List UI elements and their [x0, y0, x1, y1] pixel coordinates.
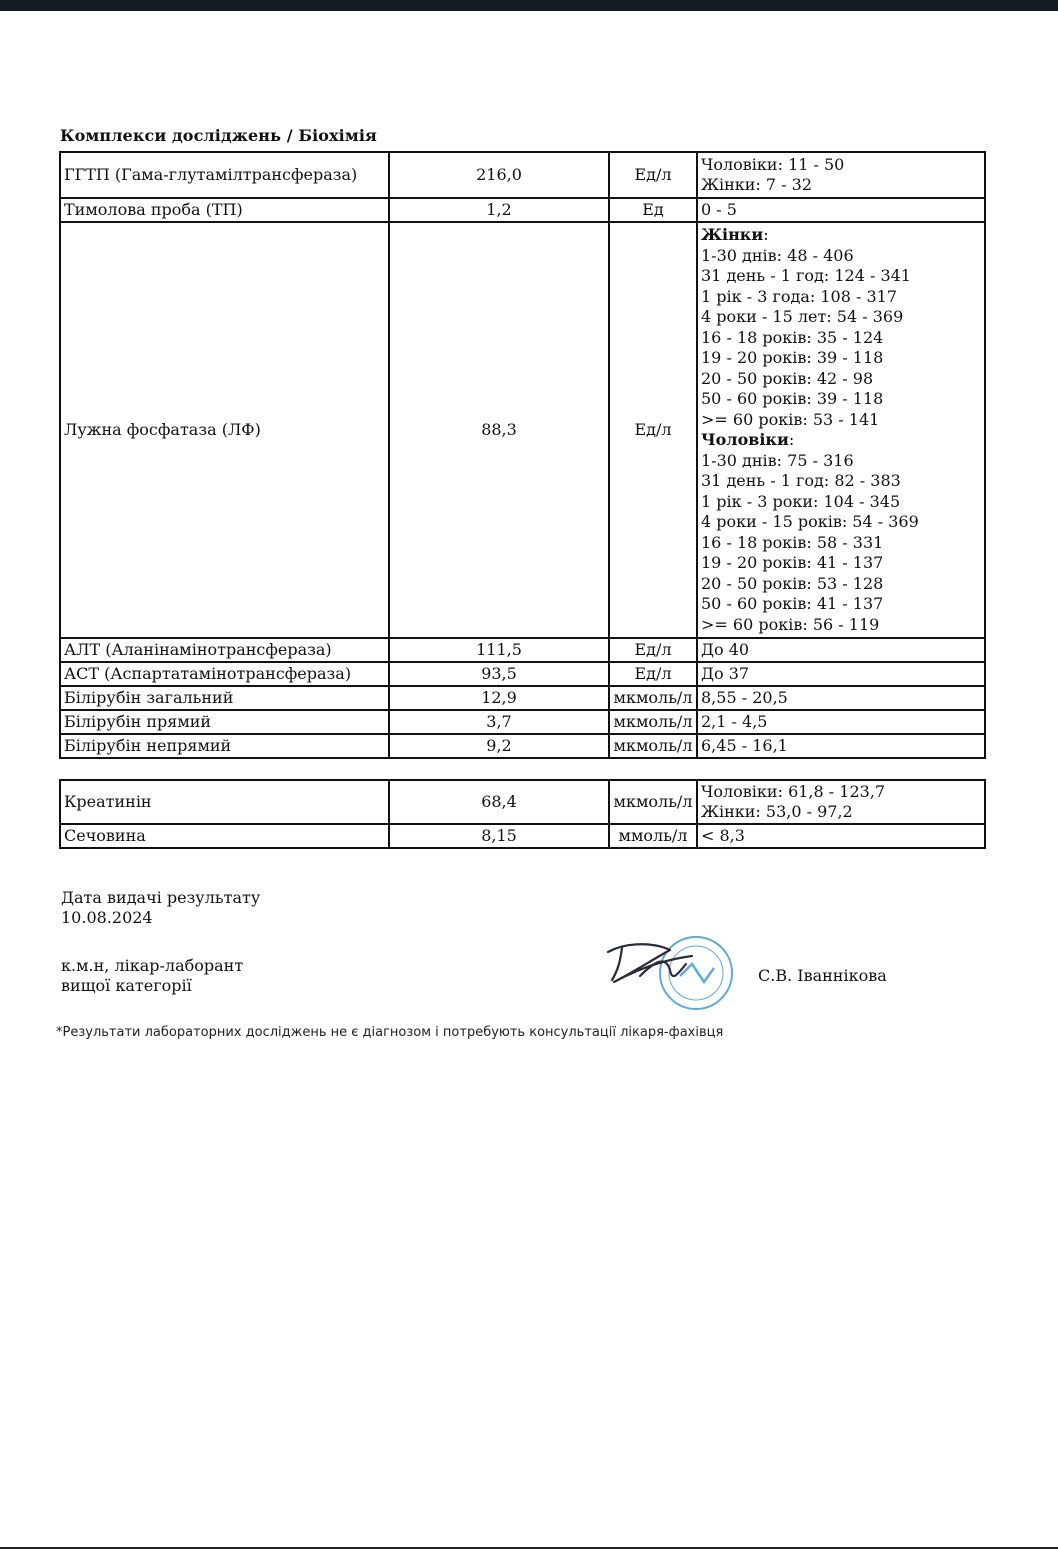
test-unit: мкмоль/л	[609, 686, 697, 710]
reference-line: 0 - 5	[701, 199, 737, 219]
results-table-second	[59, 779, 986, 849]
test-value: 111,5	[389, 638, 609, 662]
reference-line: 19 - 20 років: 41 - 137	[701, 553, 884, 572]
reference-range	[697, 198, 985, 222]
results-table-main	[59, 151, 986, 759]
test-unit: мкмоль/л	[609, 780, 697, 824]
issue-date: 10.08.2024	[61, 908, 153, 927]
reference-range	[697, 662, 985, 686]
reference-range	[697, 638, 985, 662]
reference-line: Чоловіки: 11 - 50	[701, 154, 845, 174]
reference-line: >= 60 років: 53 - 141	[701, 409, 880, 429]
reference-group-women: Жінки:	[701, 225, 769, 244]
table-row	[60, 734, 985, 758]
bottom-edge	[0, 1547, 1058, 1549]
reference-line: 1-30 днів: 75 - 316	[701, 450, 854, 470]
reference-line: 20 - 50 років: 42 - 98	[701, 368, 874, 388]
reference-range	[697, 222, 985, 638]
position-line: вищої категорії	[61, 976, 192, 995]
reference-header-men: Чоловіки	[701, 430, 789, 449]
test-value: 3,7	[389, 710, 609, 734]
issue-date-label: Дата видачі результату	[61, 888, 261, 907]
reference-line: 16 - 18 років: 35 - 124	[701, 327, 884, 347]
reference-line: 8,55 - 20,5	[701, 687, 788, 707]
table-row	[60, 152, 985, 198]
reference-line: Жінки: 7 - 32	[701, 175, 813, 194]
reference-line: 50 - 60 років: 39 - 118	[701, 389, 884, 408]
test-unit: ммоль/л	[609, 824, 697, 848]
reference-line: 4 роки - 15 лет: 54 - 369	[701, 307, 904, 326]
reference-range	[697, 824, 985, 848]
reference-line: 20 - 50 років: 53 - 128	[701, 573, 884, 593]
footnote: *Результати лабораторних досліджень не є діагнозом і потребують консультації лікаря-фахівця	[56, 1025, 724, 1040]
signature-stamp	[600, 930, 750, 1016]
table-row	[60, 780, 985, 824]
position-line: к.м.н, лікар-лаборант	[61, 956, 244, 975]
table-row	[60, 686, 985, 710]
top-bar	[0, 0, 1058, 11]
table-row	[60, 662, 985, 686]
reference-line: 31 день - 1 год: 124 - 341	[701, 266, 911, 285]
reference-line: 16 - 18 років: 58 - 331	[701, 532, 884, 552]
table-row	[60, 824, 985, 848]
test-name: Сечовина	[60, 824, 389, 848]
test-name: Білірубін загальний	[60, 686, 389, 710]
reference-line: 1 рік - 3 года: 108 - 317	[701, 286, 898, 306]
test-unit: Ед/л	[609, 662, 697, 686]
test-name: ГГТП (Гама-глутамілтрансфераза)	[60, 152, 389, 198]
table-row	[60, 222, 985, 638]
reference-group-men: Чоловіки:	[701, 430, 795, 449]
table-row	[60, 198, 985, 222]
reference-range	[697, 686, 985, 710]
reference-line: Чоловіки: 61,8 - 123,7	[701, 781, 886, 801]
reference-range	[697, 710, 985, 734]
reference-line: До 40	[701, 639, 750, 659]
reference-line: 1-30 днів: 48 - 406	[701, 245, 854, 265]
test-value: 1,2	[389, 198, 609, 222]
test-unit: Ед/л	[609, 638, 697, 662]
issue-date-block	[61, 888, 260, 928]
reference-line: 50 - 60 років: 41 - 137	[701, 594, 884, 613]
reference-range	[697, 152, 985, 198]
stamp-icon	[600, 930, 750, 1016]
test-value: 9,2	[389, 734, 609, 758]
test-value: 68,4	[389, 780, 609, 824]
test-value: 12,9	[389, 686, 609, 710]
test-value: 88,3	[389, 222, 609, 638]
reference-range	[697, 780, 985, 824]
reference-line: 1 рік - 3 роки: 104 - 345	[701, 491, 901, 511]
test-name: Лужна фосфатаза (ЛФ)	[60, 222, 389, 638]
signer-name: С.В. Іваннікова	[758, 966, 887, 985]
test-unit: Ед/л	[609, 152, 697, 198]
test-name: Тимолова проба (ТП)	[60, 198, 389, 222]
reference-line: < 8,3	[701, 825, 745, 845]
table-row	[60, 710, 985, 734]
test-name: Креатинін	[60, 780, 389, 824]
test-value: 216,0	[389, 152, 609, 198]
test-unit: мкмоль/л	[609, 734, 697, 758]
test-value: 8,15	[389, 824, 609, 848]
reference-line: Жінки: 53,0 - 97,2	[701, 802, 853, 821]
reference-line: 2,1 - 4,5	[701, 711, 768, 731]
test-unit: мкмоль/л	[609, 710, 697, 734]
test-unit: Ед	[609, 198, 697, 222]
test-name: АСТ (Аспартатамінотрансфераза)	[60, 662, 389, 686]
reference-line: 31 день - 1 год: 82 - 383	[701, 471, 901, 490]
test-unit: Ед/л	[609, 222, 697, 638]
reference-range	[697, 734, 985, 758]
reference-line: >= 60 років: 56 - 119	[701, 614, 880, 634]
test-value: 93,5	[389, 662, 609, 686]
reference-line: 4 роки - 15 років: 54 - 369	[701, 512, 919, 531]
test-name: АЛТ (Аланінамінотрансфераза)	[60, 638, 389, 662]
signer-position	[61, 956, 243, 996]
test-name: Білірубін прямий	[60, 710, 389, 734]
table-row	[60, 638, 985, 662]
section-title: Комплекси досліджень / Біохімія	[60, 126, 377, 145]
test-name: Білірубін непрямий	[60, 734, 389, 758]
reference-line: 6,45 - 16,1	[701, 735, 788, 755]
reference-line: До 37	[701, 663, 750, 683]
reference-line: 19 - 20 років: 39 - 118	[701, 348, 884, 367]
signature-icon	[608, 944, 692, 982]
reference-header-women: Жінки	[701, 225, 764, 244]
